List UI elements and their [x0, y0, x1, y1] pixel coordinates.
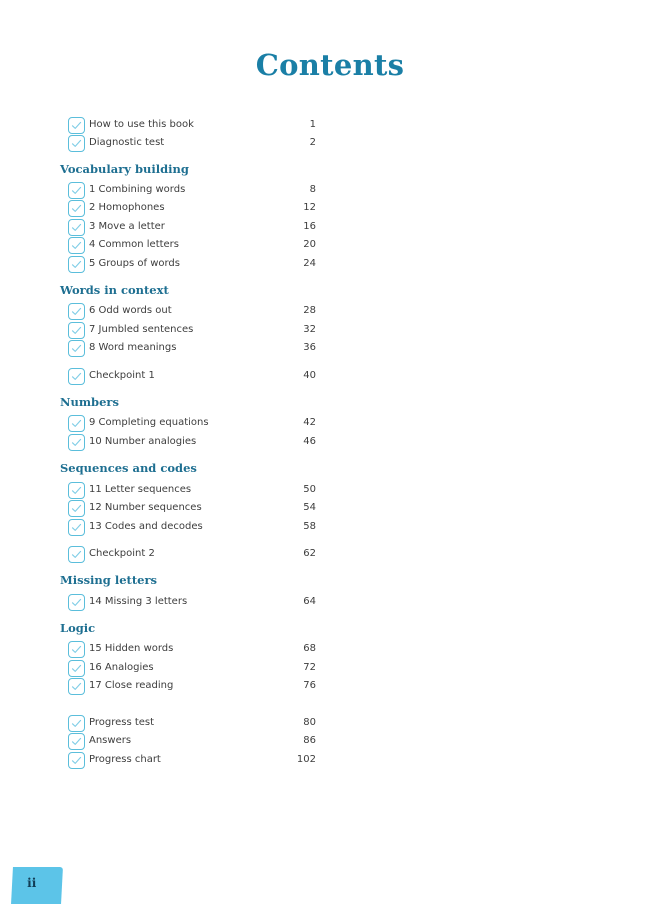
toc-entry-label: Checkpoint 2: [89, 548, 155, 559]
toc-entry[interactable]: [68, 547, 318, 564]
checkbox-tick-icon[interactable]: [68, 482, 85, 499]
checkbox-tick-icon[interactable]: [68, 322, 85, 339]
checkbox-tick-icon[interactable]: [68, 715, 85, 732]
toc-entry-page: 1: [309, 119, 316, 130]
section-heading: Numbers: [60, 395, 119, 409]
toc-entry-page: 12: [303, 202, 316, 213]
toc-entry-label: 5 Groups of words: [89, 258, 180, 269]
toc-entry-label: 13 Codes and decodes: [89, 521, 203, 532]
checkbox-tick-icon[interactable]: [68, 256, 85, 273]
toc-entry-label: 17 Close reading: [89, 680, 174, 691]
toc-entry-page: 28: [303, 305, 316, 316]
toc-entry-label: 10 Number analogies: [89, 436, 197, 447]
toc-entry-page: 8: [309, 184, 316, 195]
toc-entry[interactable]: [68, 595, 318, 612]
toc-entry[interactable]: [68, 220, 318, 237]
toc-entry[interactable]: [68, 238, 318, 255]
toc-entry-label: 1 Combining words: [89, 184, 186, 195]
toc-entry[interactable]: [68, 136, 318, 153]
toc-entry[interactable]: [68, 642, 318, 659]
toc-entry-page: 50: [303, 484, 316, 495]
toc-entry-page: 58: [303, 521, 316, 532]
toc-entry-page: 32: [303, 324, 316, 335]
toc-entry[interactable]: [68, 734, 318, 751]
checkbox-tick-icon[interactable]: [68, 340, 85, 357]
checkbox-tick-icon[interactable]: [68, 117, 85, 134]
checkbox-tick-icon[interactable]: [68, 594, 85, 611]
toc-entry-page: 36: [303, 342, 316, 353]
page-number-tab: [11, 867, 63, 904]
toc-entry-page: 24: [303, 258, 316, 269]
checkbox-tick-icon[interactable]: [68, 733, 85, 750]
toc-entry[interactable]: [68, 341, 318, 358]
checkbox-tick-icon[interactable]: [68, 641, 85, 658]
toc-entry-label: Progress test: [89, 717, 155, 728]
toc-entry-label: Checkpoint 1: [89, 370, 155, 381]
checkbox-tick-icon[interactable]: [68, 546, 85, 563]
toc-entry-label: Progress chart: [89, 754, 161, 765]
toc-entry-label: 12 Number sequences: [89, 502, 202, 513]
toc-entry-page: 102: [296, 754, 316, 765]
toc-entry-label: 11 Letter sequences: [89, 484, 192, 495]
toc-entry-page: 54: [303, 502, 316, 513]
page-number: ii: [27, 876, 37, 890]
section-heading: Vocabulary building: [60, 162, 189, 176]
toc-entry-page: 20: [303, 239, 316, 250]
toc-entry-page: 16: [303, 221, 316, 232]
toc-entry[interactable]: [68, 679, 318, 696]
toc-entry[interactable]: [68, 323, 318, 340]
checkbox-tick-icon[interactable]: [68, 752, 85, 769]
checkbox-tick-icon[interactable]: [68, 500, 85, 517]
toc-entry-label: 2 Homophones: [89, 202, 165, 213]
checkbox-tick-icon[interactable]: [68, 182, 85, 199]
toc-entry-label: 15 Hidden words: [89, 643, 174, 654]
toc-entry-page: 68: [303, 643, 316, 654]
toc-entry-label: How to use this book: [89, 119, 194, 130]
checkbox-tick-icon[interactable]: [68, 415, 85, 432]
toc-entry-page: 42: [303, 417, 316, 428]
toc-entry[interactable]: [68, 716, 318, 733]
toc-entry[interactable]: [68, 257, 318, 274]
toc-entry-page: 64: [303, 596, 316, 607]
section-heading: Missing letters: [60, 573, 157, 587]
toc-entry-page: 86: [303, 735, 316, 746]
toc-entry-label: Answers: [89, 735, 132, 746]
toc-entry-page: 72: [303, 662, 316, 673]
checkbox-tick-icon[interactable]: [68, 660, 85, 677]
toc-entry-page: 76: [303, 680, 316, 691]
toc-entry[interactable]: [68, 501, 318, 518]
toc-entry[interactable]: [68, 520, 318, 537]
checkbox-tick-icon[interactable]: [68, 219, 85, 236]
toc-entry[interactable]: [68, 661, 318, 678]
checkbox-tick-icon[interactable]: [68, 519, 85, 536]
toc-entry[interactable]: [68, 201, 318, 218]
checkbox-tick-icon[interactable]: [68, 678, 85, 695]
page-title: Contents: [255, 48, 405, 82]
toc-entry-label: Diagnostic test: [89, 137, 165, 148]
toc-entry[interactable]: [68, 435, 318, 452]
toc-entry-label: 7 Jumbled sentences: [89, 324, 194, 335]
section-heading: Sequences and codes: [60, 461, 197, 475]
toc-entry-label: 6 Odd words out: [89, 305, 172, 316]
section-heading: Words in context: [60, 283, 169, 297]
toc-entry[interactable]: [68, 369, 318, 386]
checkbox-tick-icon[interactable]: [68, 237, 85, 254]
toc-entry-page: 80: [303, 717, 316, 728]
toc-entry[interactable]: [68, 183, 318, 200]
toc-entry-label: 14 Missing 3 letters: [89, 596, 188, 607]
toc-entry[interactable]: [68, 304, 318, 321]
toc-entry-page: 46: [303, 436, 316, 447]
toc-entry-label: 3 Move a letter: [89, 221, 165, 232]
toc-entry-label: 8 Word meanings: [89, 342, 177, 353]
toc-entry-label: 16 Analogies: [89, 662, 154, 673]
toc-entry-page: 2: [309, 137, 316, 148]
toc-entry-page: 62: [303, 548, 316, 559]
checkbox-tick-icon[interactable]: [68, 200, 85, 217]
toc-entry-page: 40: [303, 370, 316, 381]
checkbox-tick-icon[interactable]: [68, 368, 85, 385]
toc-entry[interactable]: [68, 416, 318, 433]
checkbox-tick-icon[interactable]: [68, 303, 85, 320]
toc-entry[interactable]: [68, 118, 318, 135]
section-heading: Logic: [60, 621, 96, 635]
toc-entry[interactable]: [68, 753, 318, 770]
checkbox-tick-icon[interactable]: [68, 434, 85, 451]
checkbox-tick-icon[interactable]: [68, 135, 85, 152]
toc-entry[interactable]: [68, 483, 318, 500]
toc-entry-label: 9 Completing equations: [89, 417, 209, 428]
toc-entry-label: 4 Common letters: [89, 239, 180, 250]
